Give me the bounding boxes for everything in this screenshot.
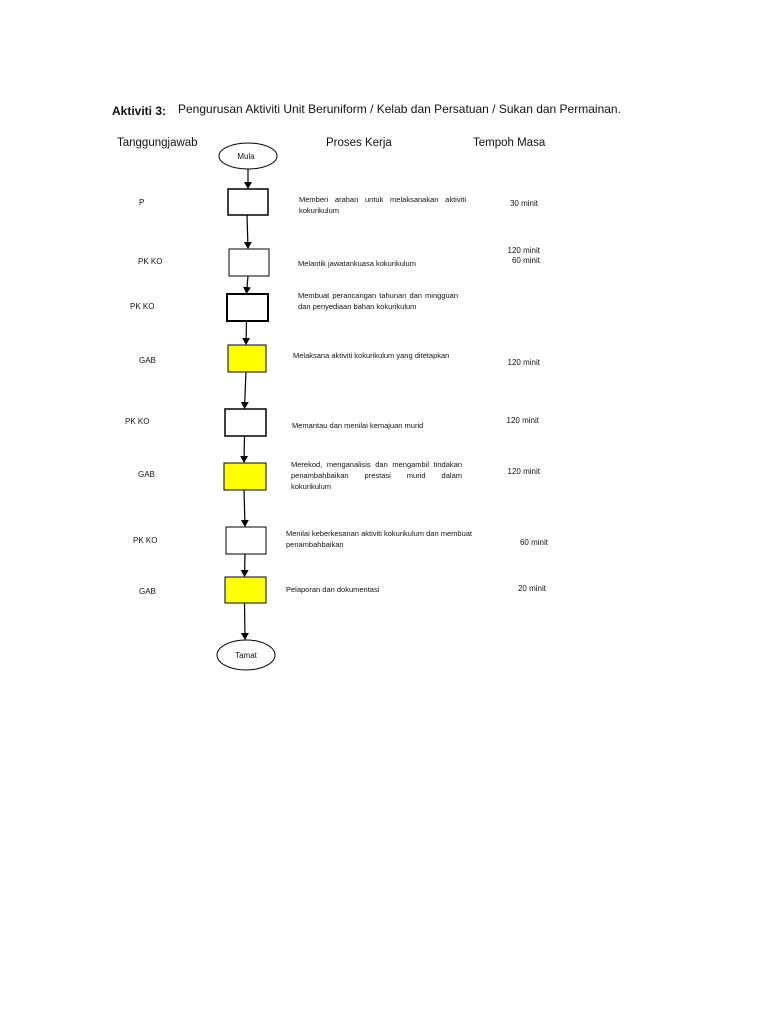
process-text-7: Menilai keberkesanan aktiviti kokurikulum dan membuat penambahbaikan xyxy=(286,529,472,549)
process-text-5: Memantau dan menilai kemajuan murid xyxy=(292,421,424,430)
process-box-7 xyxy=(226,527,266,554)
header-duration: Tempoh Masa xyxy=(473,137,546,149)
duration-1: 30 minit xyxy=(509,199,538,208)
process-box-4 xyxy=(228,345,266,372)
responsibility-4: GAB xyxy=(139,356,156,365)
duration-7: 60 minit xyxy=(519,538,548,547)
responsibility-1: P xyxy=(139,198,145,207)
connector-arrow-5 xyxy=(245,372,247,408)
responsibility-3: PK KO xyxy=(130,302,155,311)
process-box-3 xyxy=(227,294,268,321)
duration-6: 120 minit xyxy=(507,467,540,476)
connector-arrow-4 xyxy=(246,321,247,344)
process-text-3: Membuat perancangan tahunan dan mingguan dan penyediaan bahan kokurikulum xyxy=(298,291,458,311)
process-text-1: Memberi arahan untuk melaksanakan aktiviti kokurikulum xyxy=(299,195,466,215)
process-text-8: Pelaporan dan dokumentasi xyxy=(286,585,380,594)
connector-arrow-9 xyxy=(245,603,246,639)
duration-8: 20 minit xyxy=(517,584,546,593)
connector-arrow-7 xyxy=(244,490,245,526)
responsibility-5: PK KO xyxy=(125,417,150,426)
end-label: Tamat xyxy=(235,651,257,660)
responsibility-2: PK KO xyxy=(138,257,163,266)
start-label: Mula xyxy=(237,152,255,161)
process-box-5 xyxy=(225,409,266,436)
process-text-2: Melantik jawatankuasa kokurikulum xyxy=(298,259,416,268)
activity-title: Pengurusan Aktiviti Unit Beruniform / Kelab dan Persatuan / Sukan dan Permainan. xyxy=(178,102,621,116)
process-box-8 xyxy=(225,577,266,603)
connector-arrow-2 xyxy=(247,215,248,248)
responsibility-7: PK KO xyxy=(133,536,158,545)
connector-arrow-6 xyxy=(244,436,245,462)
responsibility-8: GAB xyxy=(139,587,156,596)
activity-label: Aktiviti 3: xyxy=(112,104,167,118)
process-box-2 xyxy=(229,249,269,276)
duration-4: 120 minit xyxy=(507,358,540,367)
header-responsibility: Tanggungjawab xyxy=(117,137,198,149)
process-box-6 xyxy=(224,463,266,490)
responsibility-6: GAB xyxy=(138,470,155,479)
process-text-4: Melaksana aktiviti kokurikulum yang ditetapkan xyxy=(293,351,450,360)
connector-arrow-3 xyxy=(247,276,249,293)
duration-5: 120 minit xyxy=(506,416,539,425)
header-process: Proses Kerja xyxy=(326,137,392,149)
process-text-6: Merekod, menganalisis dan mengambil tindakan penambahbaikan prestasi murid dalam kokurikulum xyxy=(291,460,462,491)
connector-arrow-8 xyxy=(245,554,246,576)
duration-2: 120 minit 60 minit xyxy=(507,246,540,265)
process-box-1 xyxy=(228,189,268,215)
